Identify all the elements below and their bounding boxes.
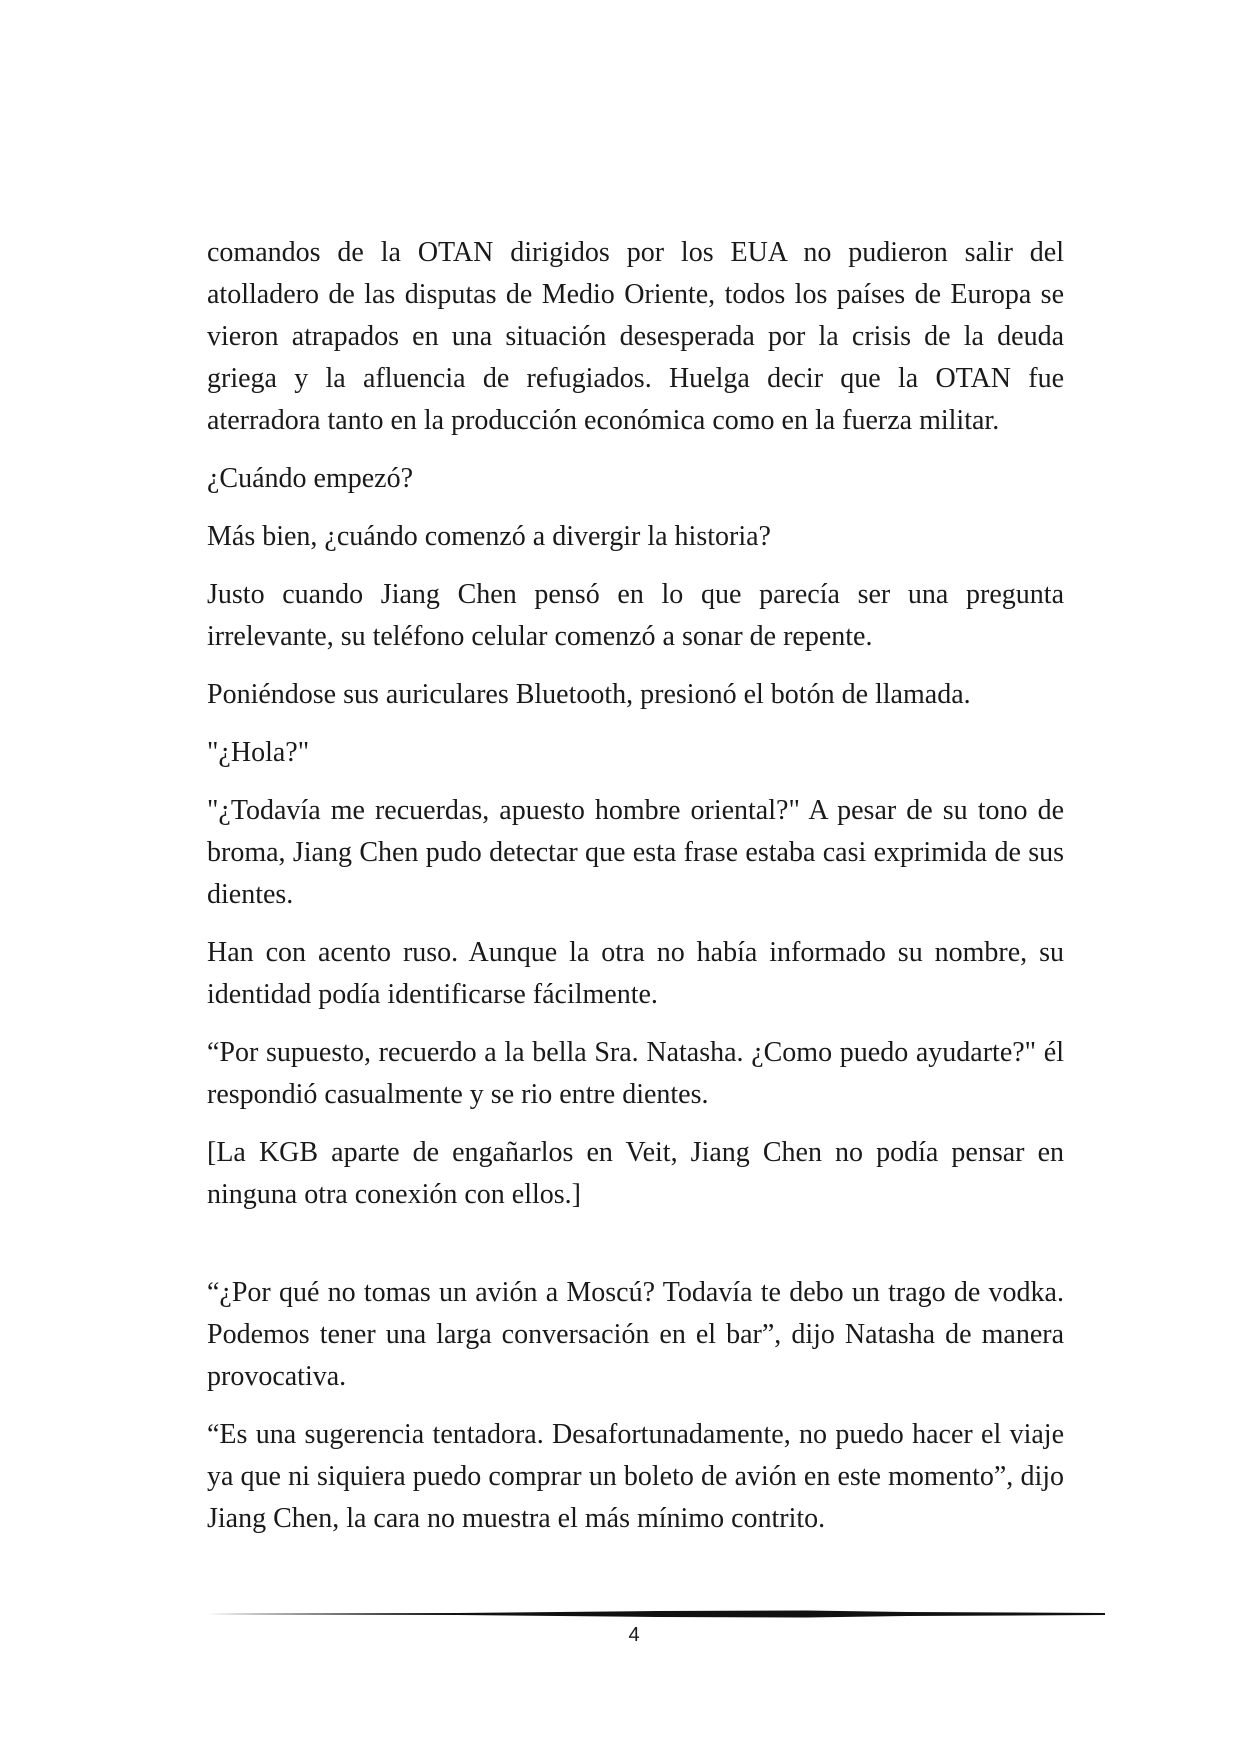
paragraph: "¿Todavía me recuerdas, apuesto hombre oriental?" A pesar de su tono de broma, Jiang Chen pudo detectar que esta frase estaba casi exprimida de sus dientes. — [207, 795, 1064, 910]
paragraph: Poniéndose sus auriculares Bluetooth, presionó el botón de llamada. — [207, 679, 971, 710]
paragraph: “Por supuesto, recuerdo a la bella Sra. Natasha. ¿Como puedo ayudarte?" él respondió casualmente y se rio entre dientes. — [207, 1037, 1064, 1110]
body-text — [207, 232, 1064, 1556]
paragraph: “¿Por qué no tomas un avión a Moscú? Todavía te debo un trago de vodka. Podemos tener una larga conversación en el bar”, dijo Natasha de manera provocativa. — [207, 1277, 1064, 1392]
paragraph: ¿Cuándo empezó? — [207, 463, 414, 494]
footer-divider — [207, 1608, 1105, 1620]
paragraph: comandos de la OTAN dirigidos por los EUA no pudieron salir del atolladero de las disputas de Medio Oriente, todos los países de Europa se vieron atrapados en una situación desesperada por la crisis de la deuda griega y la afluencia de refugiados. Huelga decir que la OTAN fue aterradora tanto en la producción económica como en la fuerza militar. — [207, 237, 1064, 436]
page-number: 4 — [628, 1624, 640, 1646]
paragraph: “Es una sugerencia tentadora. Desafortunadamente, no puedo hacer el viaje ya que ni siquiera puedo comprar un boleto de avión en este momento”, dijo Jiang Chen, la cara no muestra el más mínimo contrito. — [207, 1419, 1064, 1534]
paragraph: Han con acento ruso. Aunque la otra no había informado su nombre, su identidad podía identificarse fácilmente. — [207, 937, 1064, 1010]
paragraph: "¿Hola?" — [207, 737, 310, 768]
paragraph: Justo cuando Jiang Chen pensó en lo que parecía ser una pregunta irrelevante, su teléfono celular comenzó a sonar de repente. — [207, 579, 1064, 652]
paragraph: Más bien, ¿cuándo comenzó a divergir la historia? — [207, 521, 771, 552]
paragraph: [La KGB aparte de engañarlos en Veit, Jiang Chen no podía pensar en ninguna otra conexión con ellos.] — [207, 1137, 1064, 1210]
